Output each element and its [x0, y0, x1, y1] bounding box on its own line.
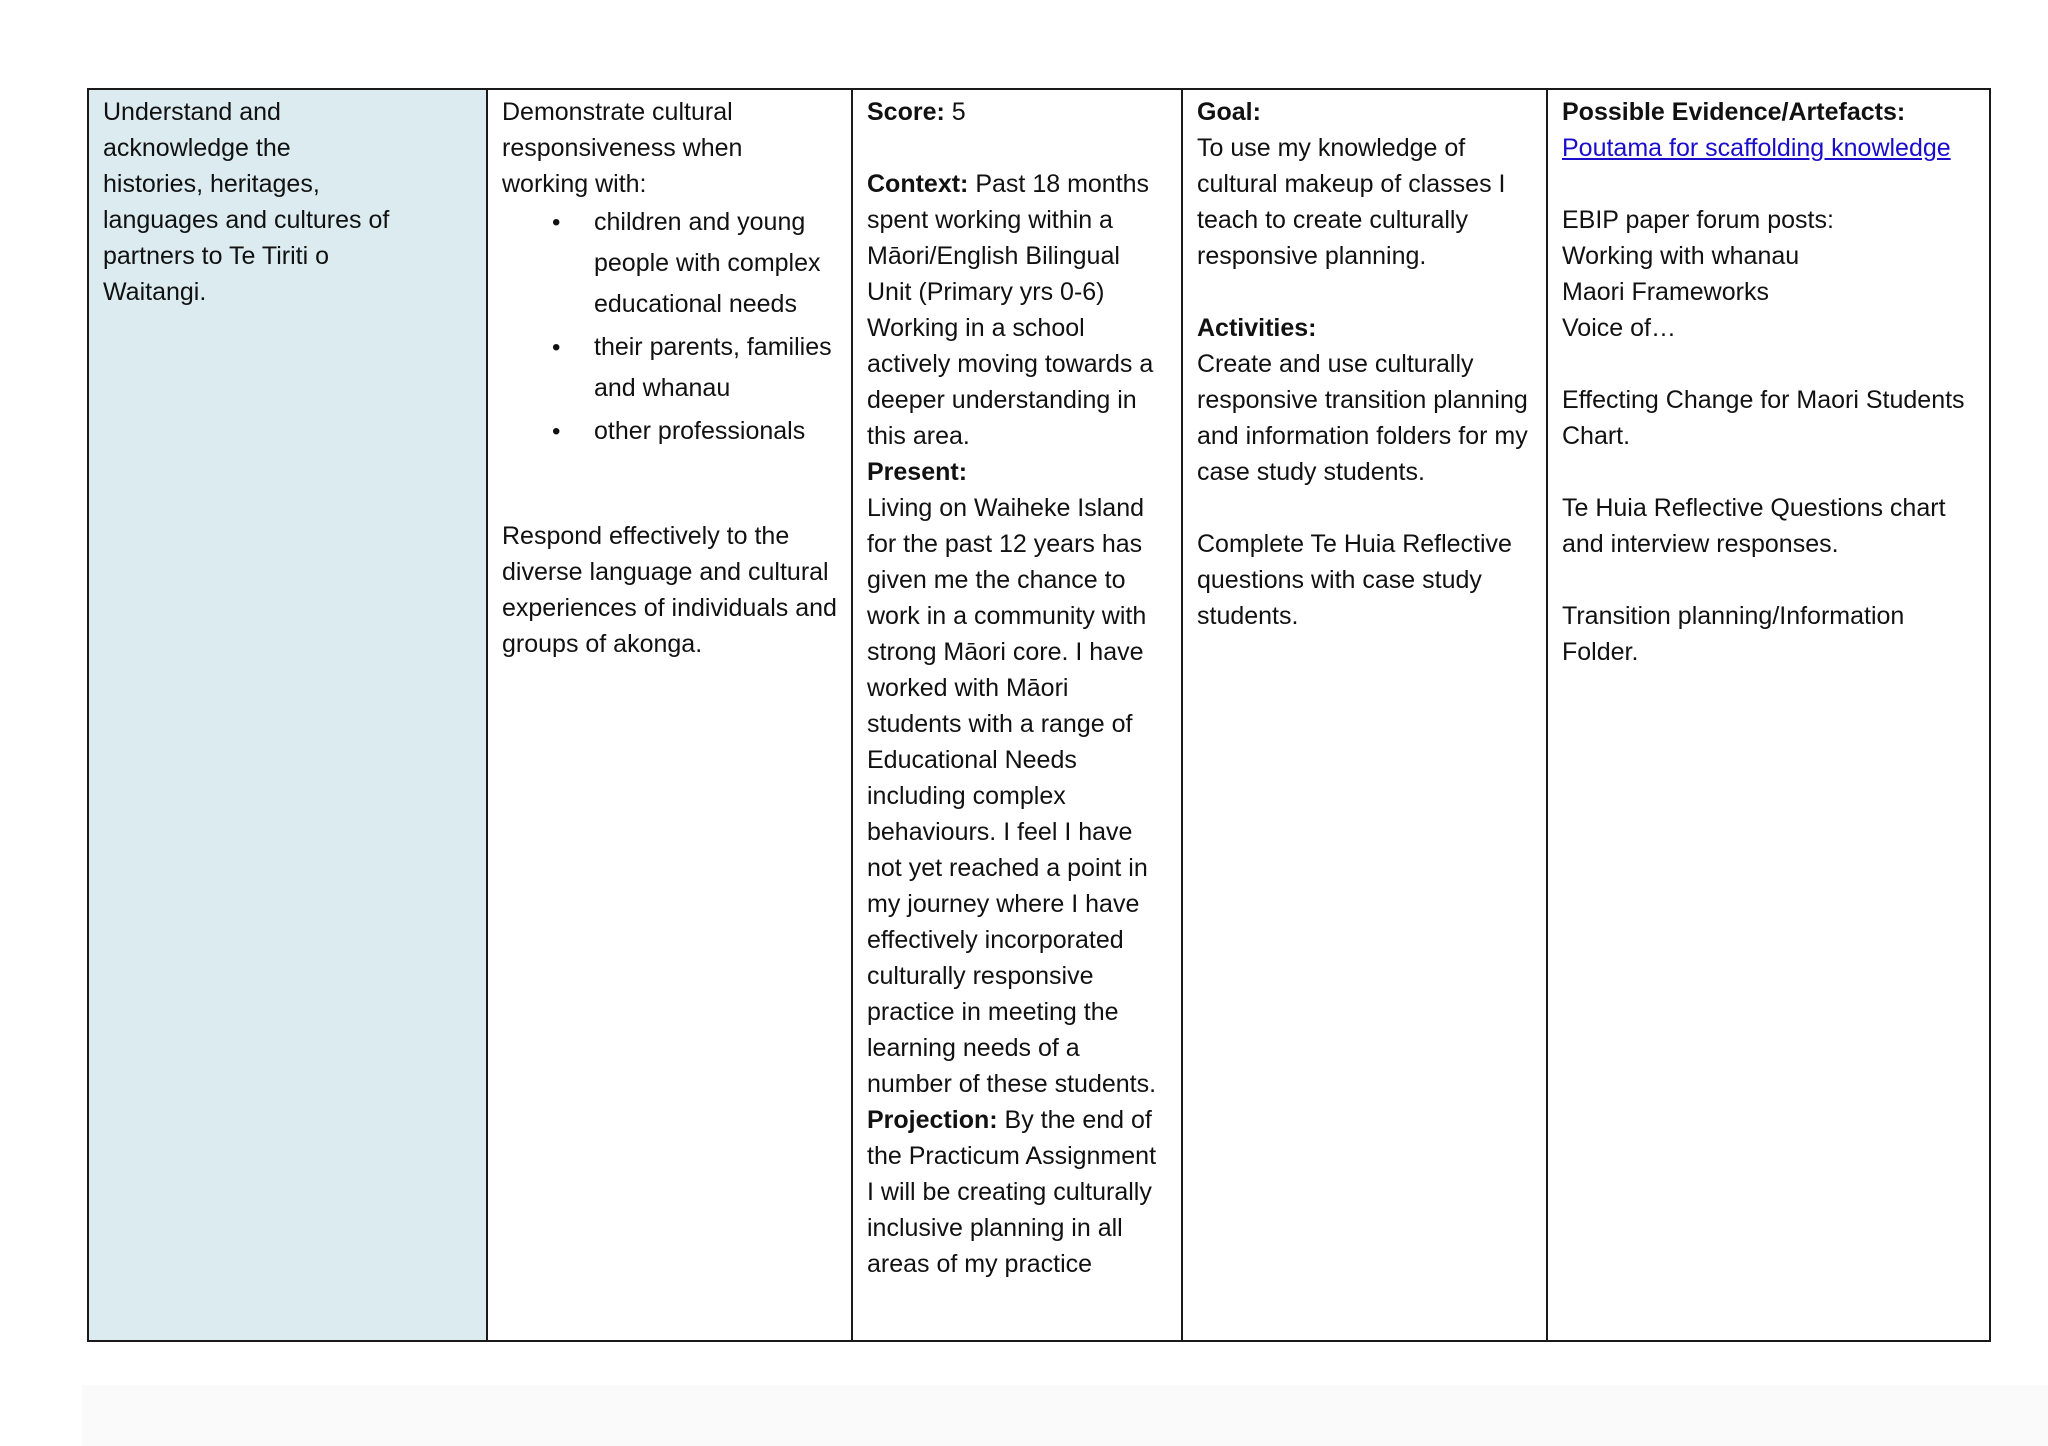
practice-respond: Respond effectively to the diverse language and cultural experiences of individuals and groups of akonga.	[502, 522, 837, 658]
spacer	[1562, 166, 1977, 202]
activity-text: Create and use culturally responsive transition planning and information folders for my case study students.	[1197, 350, 1528, 486]
evidence-heading: Possible Evidence/Artefacts:	[1562, 98, 1906, 126]
evidence-cell	[1547, 89, 1990, 1341]
poutama-link[interactable]: Poutama for scaffolding knowledge	[1562, 134, 1951, 162]
score-line	[867, 94, 1169, 130]
spacer	[1197, 490, 1534, 526]
goal-label: Goal:	[1197, 98, 1261, 126]
practice-intro: Demonstrate cultural responsiveness when working with:	[502, 98, 743, 198]
practice-bullet-list	[502, 202, 839, 452]
rubric-table	[87, 88, 1991, 1342]
spacer	[502, 454, 839, 518]
context-text: Past 18 months spent working within a Māori/English Bilingual Unit (Primary yrs 0-6) Working in a school actively moving towards a deeper understanding in this area.	[867, 170, 1154, 450]
table-row	[88, 89, 1990, 1341]
evidence-item: Transition planning/Information Folder.	[1562, 602, 1905, 666]
spacer	[1562, 454, 1977, 490]
list-item: • other professionals	[594, 411, 839, 452]
standard-text: Understand and acknowledge the histories, heritages, languages and cultures of partners to Te Tiriti o Waitangi.	[103, 98, 390, 306]
context-paragraph	[867, 166, 1169, 454]
projection-paragraph	[867, 1102, 1169, 1282]
present-text: Living on Waiheke Island for the past 12 years has given me the chance to work in a community with strong Māori core. I have worked with Māori students with a range of Educational Needs including complex behaviours. I feel I have not yet reached a point in my journey where I have effectively incorporated culturally responsive practice in meeting the learning needs of a number of these students.	[867, 494, 1157, 1098]
reflection-cell	[852, 89, 1182, 1341]
goal-cell	[1182, 89, 1547, 1341]
evidence-item: Effecting Change for Maori Students Chart.	[1562, 386, 1965, 450]
activity-text: Complete Te Huia Reflective questions with case study students.	[1197, 530, 1512, 630]
page-footer-area	[82, 1385, 2048, 1446]
spacer	[867, 130, 1169, 166]
projection-text: By the end of the Practicum Assignment I will be creating culturally inclusive planning in all areas of my practice	[867, 1106, 1157, 1278]
evidence-item: Te Huia Reflective Questions chart and interview responses.	[1562, 494, 1946, 558]
spacer	[1197, 274, 1534, 310]
list-item: Working with whanau	[1562, 242, 1800, 270]
projection-label: Projection:	[867, 1106, 998, 1134]
standard-cell	[88, 89, 487, 1341]
forum-heading: EBIP paper forum posts:	[1562, 206, 1834, 234]
list-item: • children and young people with complex educational needs	[594, 202, 839, 325]
spacer	[1562, 346, 1977, 382]
list-item: • their parents, families and whanau	[594, 327, 839, 409]
score-value: 5	[951, 98, 966, 126]
goal-text: To use my knowledge of cultural makeup of classes I teach to create culturally responsive planning.	[1197, 134, 1506, 270]
context-label: Context:	[867, 170, 969, 198]
list-item: Maori Frameworks	[1562, 278, 1769, 306]
activities-label: Activities:	[1197, 314, 1317, 342]
score-label: Score:	[867, 98, 945, 126]
present-label: Present:	[867, 458, 968, 486]
spacer	[1562, 562, 1977, 598]
practice-cell	[487, 89, 852, 1341]
list-item: Voice of…	[1562, 314, 1676, 342]
